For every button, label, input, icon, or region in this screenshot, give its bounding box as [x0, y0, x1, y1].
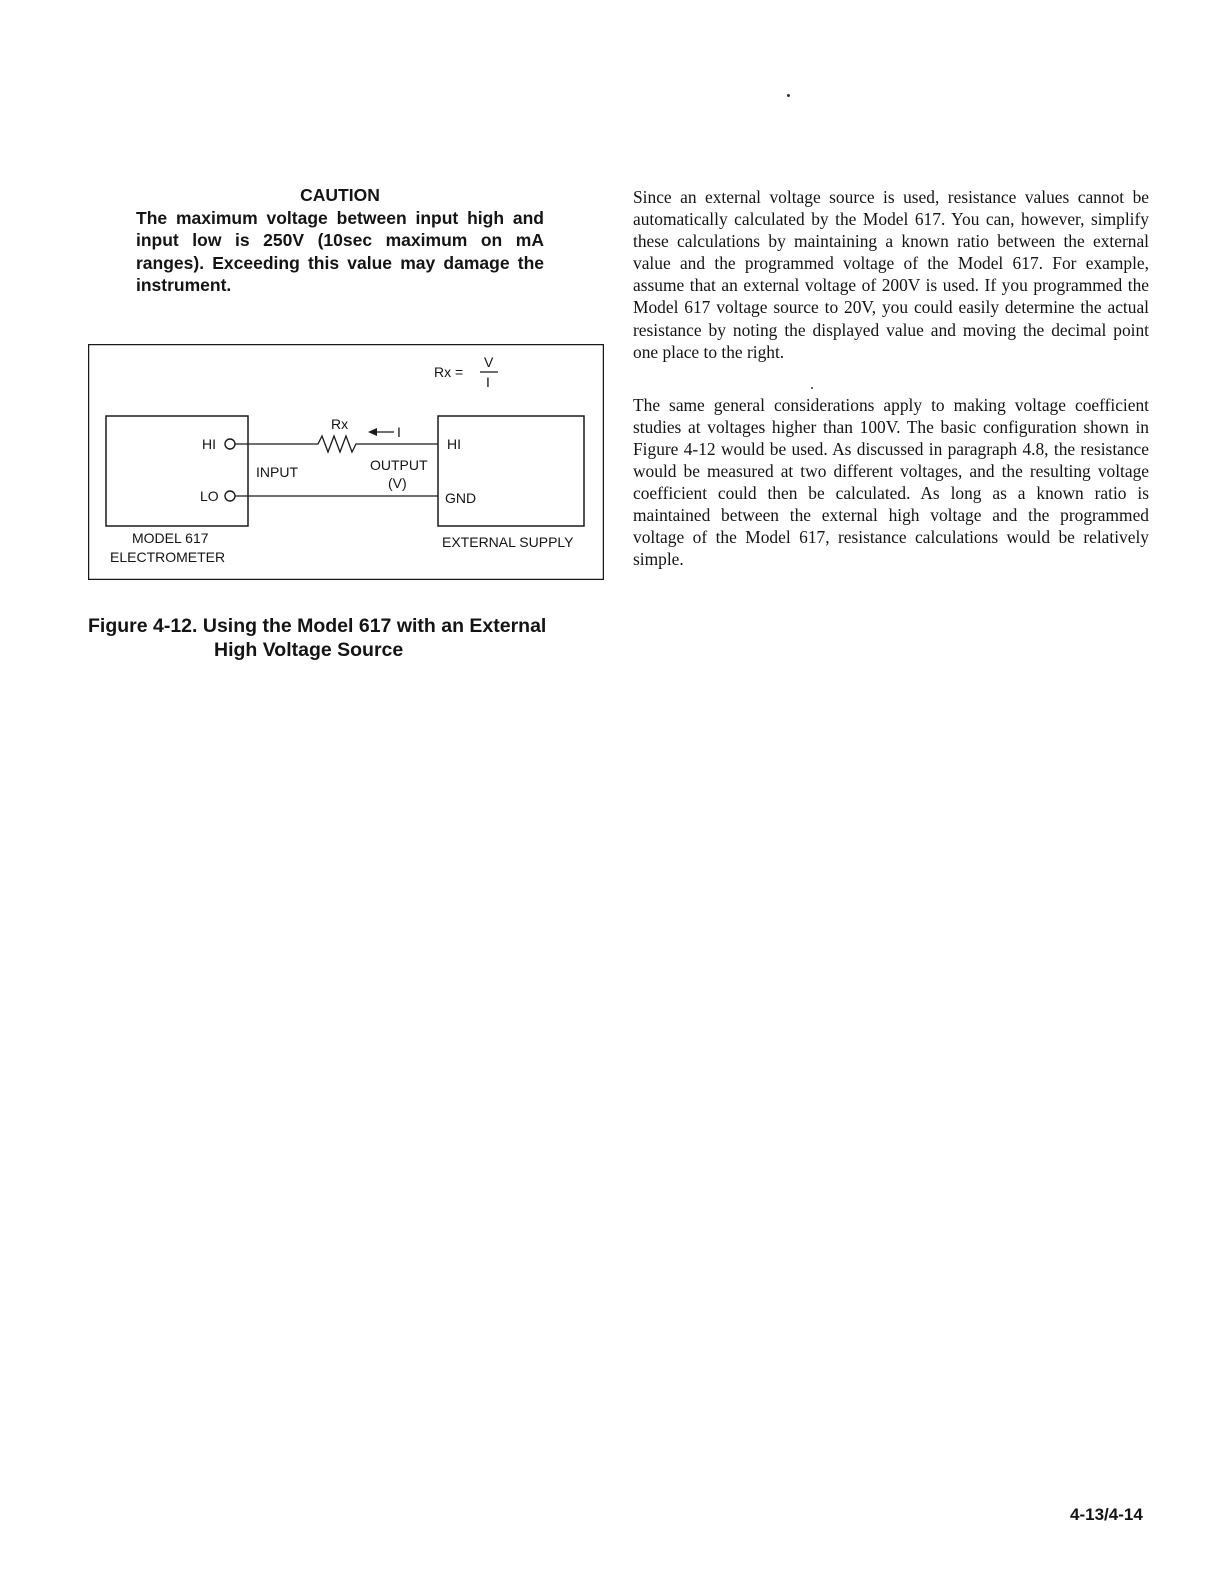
lo-left-label: LO: [200, 488, 219, 504]
right-column: [633, 186, 1149, 571]
formula-denominator: I: [486, 374, 490, 390]
hi-terminal-icon: [225, 439, 235, 449]
output-sub-label: (V): [388, 475, 407, 491]
scan-speck: [787, 94, 790, 97]
model-label: MODEL 617: [132, 530, 209, 546]
figure-caption: [88, 614, 608, 662]
scan-speck: [811, 387, 813, 389]
supply-label: EXTERNAL SUPPLY: [442, 534, 574, 550]
formula-numerator: V: [484, 354, 494, 370]
hi-right-label: HI: [447, 436, 461, 452]
current-label: I: [397, 424, 401, 440]
input-label: INPUT: [256, 464, 298, 480]
hi-left-label: HI: [202, 436, 216, 452]
output-label: OUTPUT: [370, 457, 428, 473]
caution-text: The maximum voltage between input high and input low is 250V (10sec maximum on mA ranges). Exceeding this value may damage the instrument.: [136, 207, 544, 295]
paragraph-1: Since an external voltage source is used, resistance values cannot be automatically calculated by the Model 617. You can, however, simplify these calculations by maintaining a known ratio between the external value and the programmed voltage of the Model 617. For example, assume that an external voltage of 200V is used. If you programmed the Model 617 voltage source to 20V, you could easily determine the actual resistance by noting the displayed value and moving the decimal point one place to the right.: [633, 187, 1149, 362]
electrometer-label: ELECTROMETER: [110, 549, 226, 565]
rx-label: Rx: [331, 416, 349, 432]
current-arrowhead-icon: [368, 428, 377, 436]
gnd-right-label: GND: [445, 490, 477, 506]
caution-title: CAUTION: [300, 185, 380, 205]
electrometer-box: [106, 416, 248, 526]
formula-lhs: Rx =: [434, 364, 464, 380]
caption-line-2: High Voltage Source: [214, 639, 404, 661]
lo-terminal-icon: [225, 491, 235, 501]
caution-block: [136, 184, 544, 297]
page-number: 4-13/4-14: [1070, 1505, 1143, 1524]
supply-box: [438, 416, 584, 526]
paragraph-2: The same general considerations apply to making voltage coefficient studies at voltages higher than 100V. The basic configuration shown in Figure 4-12 would be used. As discussed in paragraph 4.8, the resistance would be measured at two different voltages, and the resulting voltage coefficient could then be calculated. As long as a known ratio is maintained between the external high voltage and the programmed voltage of the Model 617, resistance calculations would be relatively simple.: [633, 394, 1149, 570]
figure-schematic: [88, 344, 604, 580]
caption-line-1: Figure 4-12. Using the Model 617 with an External: [88, 615, 547, 637]
rx-resistor-icon: [235, 436, 438, 452]
